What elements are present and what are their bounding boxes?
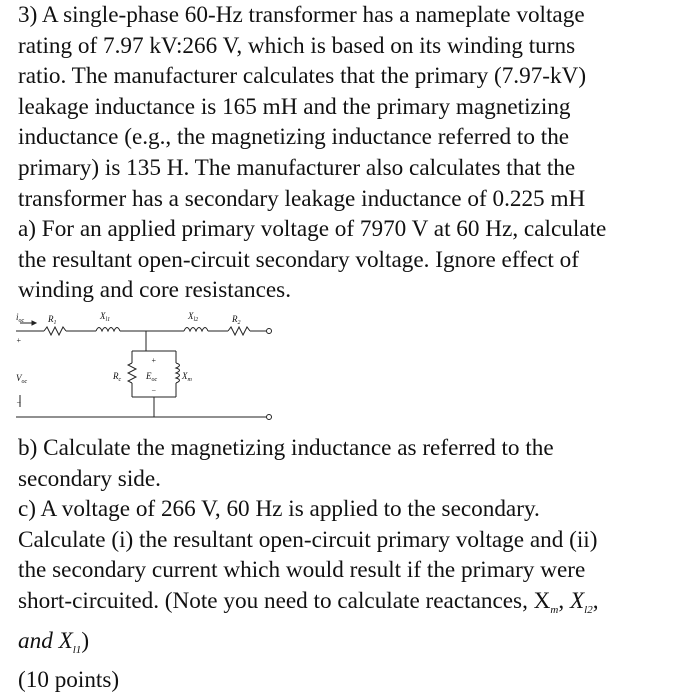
part-b-line: b) Calculate the magnetizing inductance as referred to the xyxy=(18,435,554,461)
text-line: inductance (e.g., the magnetizing inductance referred to the xyxy=(18,124,570,151)
vin-label: $V_{oc}$ xyxy=(16,373,28,385)
part-b-line: secondary side. xyxy=(18,465,161,492)
subscript: m xyxy=(550,603,559,616)
eoc-plus: + xyxy=(151,356,157,365)
minus-sign: − xyxy=(16,398,22,407)
text-line: ratio. The manufacturer calculates that the primary (7.97-kV) xyxy=(18,63,587,90)
part-c-text: short-circuited. (Note you need to calculate reactances, X xyxy=(18,587,551,614)
part-a-line: winding and core resistances. xyxy=(18,277,292,304)
part-c-line: Calculate (i) the resultant open-circuit primary voltage and (ii) xyxy=(18,526,598,553)
xl2-inductor xyxy=(184,328,208,332)
r1-label: $R_1$ xyxy=(48,314,57,326)
part-a-line: the resultant open-circuit secondary voltage. Ignore effect of xyxy=(18,246,579,273)
eoc-label: $E_{oc}$ xyxy=(146,371,158,383)
subscript: l1 xyxy=(72,643,82,656)
r2-label: $R_2$ xyxy=(232,314,241,326)
part-c-line: the secondary current which would result if the primary were xyxy=(18,557,586,584)
xl2-label: $X_{l2}$ xyxy=(188,311,199,323)
problem-parts-bc xyxy=(18,433,694,696)
text-line: leakage inductance is 165 mH and the primary magnetizing xyxy=(18,93,571,120)
r2-resistor xyxy=(228,327,250,335)
transformer-equivalent-circuit xyxy=(14,305,284,425)
and-text: and X xyxy=(18,627,73,654)
current-arrowhead xyxy=(32,321,36,325)
plus-sign: + xyxy=(16,336,22,345)
output-terminal xyxy=(267,329,272,334)
rc-label: $R_c$ xyxy=(113,371,122,383)
eoc-minus: − xyxy=(151,386,157,395)
part-a-line: a) For an applied primary voltage of 7970 V at 60 Hz, calculate xyxy=(18,216,607,243)
part-c-line: short-circuited. (Note you need to calculate reactances, $X_m$, $X_{l2}$, xyxy=(18,587,599,616)
xl1-label: $X_{l1}$ xyxy=(100,311,111,323)
text-line: rating of 7.97 kV:266 V, which is based on its winding turns xyxy=(18,32,576,59)
xm-inductor xyxy=(176,363,180,383)
part-c-line: and $X_{l1}$) xyxy=(18,627,90,656)
xl1-inductor xyxy=(96,328,120,332)
current-label: $i_{oc}$ xyxy=(16,312,25,324)
xm-label: $X_m$ xyxy=(182,371,192,383)
r1-resistor xyxy=(44,327,66,335)
part-c-line: c) A voltage of 266 V, 60 Hz is applied to the secondary. xyxy=(18,496,540,523)
points-line: (10 points) xyxy=(18,667,120,694)
output-terminal xyxy=(267,415,272,420)
problem-statement xyxy=(18,0,694,306)
text-line: 3) A single-phase 60-Hz transformer has a nameplate voltage xyxy=(18,2,585,28)
rc-resistor xyxy=(128,363,136,383)
text-line: transformer has a secondary leakage inductance of 0.225 mH xyxy=(18,185,586,212)
subscript: l2 xyxy=(584,603,593,616)
text-line: primary) is 135 H. The manufacturer also calculates that the xyxy=(18,154,576,181)
